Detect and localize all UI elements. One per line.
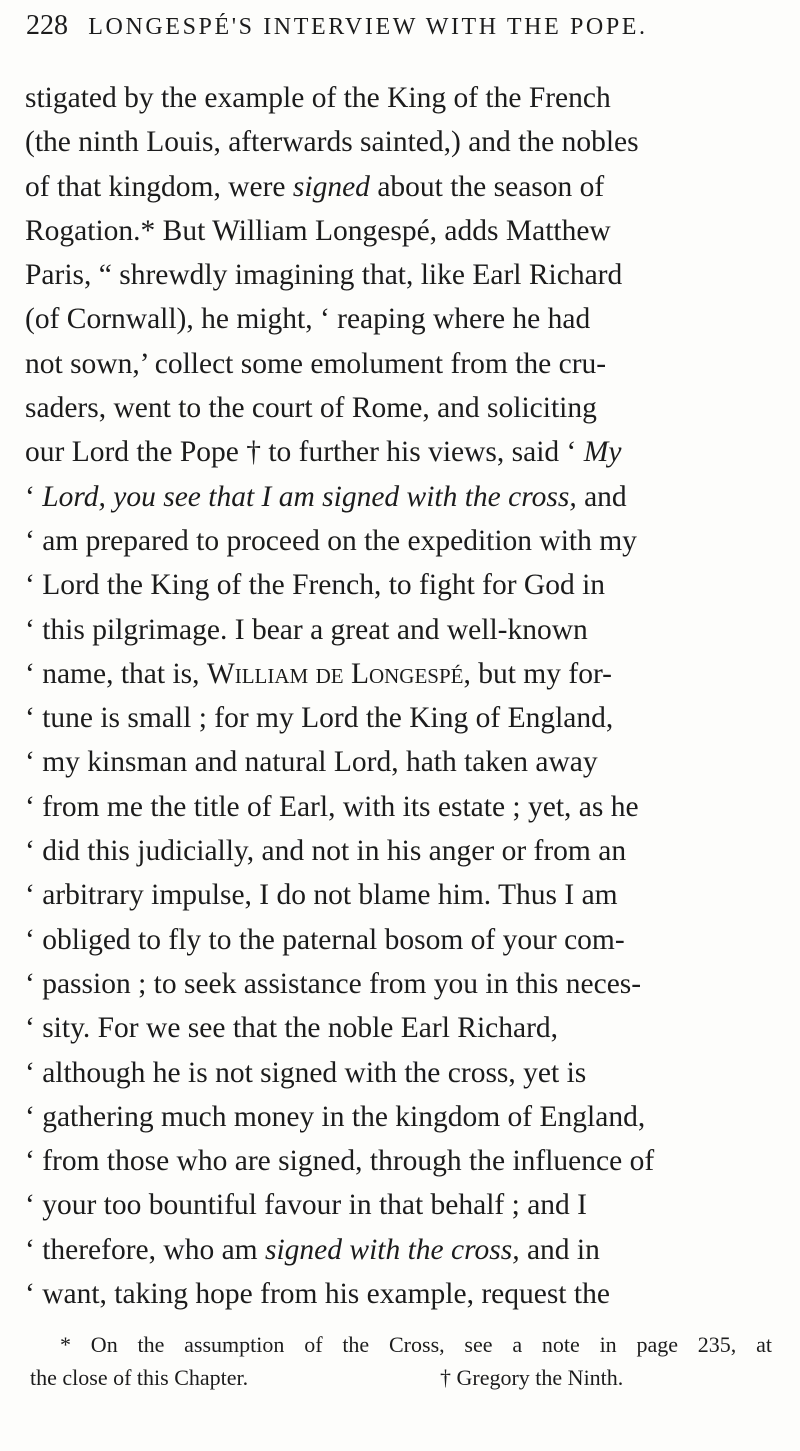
text-run: ‘ want, taking hope from his example, request the <box>25 1278 610 1311</box>
text-run: Paris, “ shrewdly imagining that, like Earl Richard <box>25 259 623 292</box>
text-run: and in <box>519 1233 600 1266</box>
text-run: ‘ my kinsman and natural Lord, hath taken away <box>25 746 598 779</box>
text-line <box>25 652 771 696</box>
text-run: about the season of <box>369 170 605 203</box>
text-line <box>25 829 771 873</box>
text-run: ‘ from those who are signed, through the influence of <box>25 1145 655 1178</box>
text-line <box>25 209 771 253</box>
text-line <box>25 165 771 209</box>
footnote-asterisk: * On the assumption of the Cross, see a note in page 235, at <box>60 1332 772 1357</box>
text-run: ‘ obliged to fly to the paternal bosom of your com- <box>25 923 625 956</box>
running-title: LONGESPÉ'S INTERVIEW WITH THE POPE. <box>88 14 648 40</box>
text-run: ‘ sity. For we see that the noble Earl Richard, <box>25 1012 559 1045</box>
text-run: ‘ did this judicially, and not in his anger or from an <box>25 835 627 868</box>
text-run: ‘ arbitrary impulse, I do not blame him. Thus I am <box>25 879 618 912</box>
text-run: William de Longespé <box>206 657 464 690</box>
text-run: , but my for- <box>463 657 613 690</box>
text-line <box>25 1006 771 1050</box>
text-line <box>25 342 771 386</box>
text-line <box>25 1095 771 1139</box>
text-line <box>25 519 771 563</box>
text-run: ‘ am prepared to proceed on the expedition with my <box>25 524 637 557</box>
text-line <box>25 873 771 917</box>
footnote-line-2 <box>30 1361 772 1394</box>
text-line <box>25 1139 771 1183</box>
text-run: ‘ Lord the King of the French, to fight for God in <box>25 569 606 602</box>
text-run: ‘ <box>25 480 43 513</box>
text-line <box>25 563 771 607</box>
text-run: of that kingdom, were <box>25 170 293 203</box>
text-run: ‘ gathering much money in the kingdom of England, <box>25 1100 646 1133</box>
text-run: ‘ although he is not signed with the cross, yet is <box>25 1056 587 1089</box>
text-line <box>25 475 771 519</box>
text-run: ‘ passion ; to seek assistance from you in this neces- <box>25 967 642 1000</box>
text-line <box>25 608 771 652</box>
text-run: signed <box>292 170 370 203</box>
text-run: not sown,’ collect some emolument from the cru- <box>25 347 607 380</box>
text-line <box>25 1051 771 1095</box>
text-line <box>25 696 771 740</box>
text-run: signed with the cross, <box>265 1233 520 1266</box>
text-run: (the ninth Louis, afterwards sainted,) and the nobles <box>25 126 639 159</box>
text-run: Rogation.* But William Longespé, adds Matthew <box>25 214 611 247</box>
text-run: My <box>583 436 622 469</box>
text-line <box>25 1183 771 1227</box>
text-run: stigated by the example of the King of the French <box>25 82 611 114</box>
text-line <box>25 120 771 164</box>
text-run: (of Cornwall), he might, ‘ reaping where he had <box>25 303 591 336</box>
text-line <box>25 740 771 784</box>
text-line <box>25 76 771 120</box>
text-line <box>25 430 771 474</box>
text-run: ‘ therefore, who am <box>25 1233 265 1266</box>
footnotes <box>30 1328 772 1394</box>
text-run: ‘ name, that is, <box>25 657 207 690</box>
footnote-asterisk-continuation: the close of this Chapter. <box>30 1365 249 1390</box>
text-run: ‘ this pilgrimage. I bear a great and well-known <box>25 613 588 646</box>
text-line <box>25 253 771 297</box>
text-line <box>25 297 771 341</box>
text-line <box>25 785 771 829</box>
footnote-dagger: † Gregory the Ninth. <box>440 1365 624 1390</box>
text-run: ‘ tune is small ; for my Lord the King of England, <box>25 702 614 735</box>
text-line <box>25 918 771 962</box>
text-line <box>25 386 771 430</box>
text-run: saders, went to the court of Rome, and soliciting <box>25 392 597 425</box>
running-header <box>26 10 776 50</box>
page-number: 228 <box>26 10 68 41</box>
text-run: Lord, you see that I am signed with the cross, <box>42 480 577 513</box>
text-line <box>25 962 771 1006</box>
text-run: ‘ from me the title of Earl, with its estate ; yet, as he <box>25 790 639 823</box>
text-run: our Lord the Pope † to further his views, said ‘ <box>25 436 584 469</box>
text-line <box>25 1228 771 1272</box>
text-run: and <box>576 480 627 513</box>
body-text <box>25 76 771 1316</box>
text-line <box>25 1272 771 1316</box>
text-run: ‘ your too bountiful favour in that behalf ; and I <box>25 1189 587 1222</box>
